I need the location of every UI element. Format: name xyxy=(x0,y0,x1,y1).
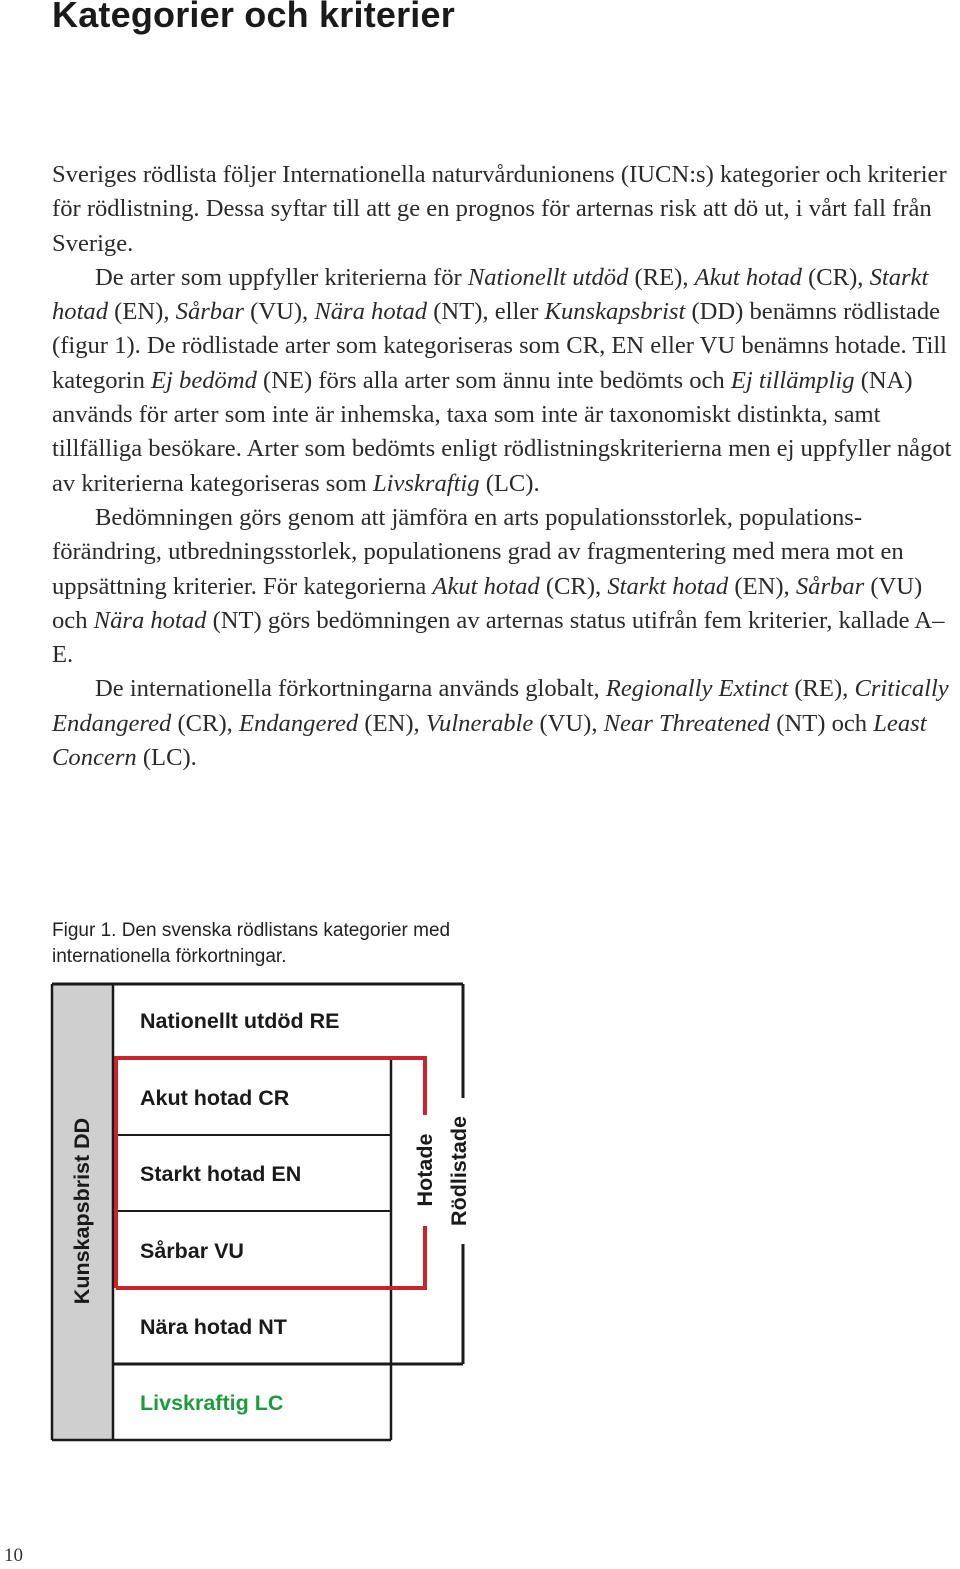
text-segment: (NE) förs alla arter som ännu inte bedömts och xyxy=(256,366,731,394)
body-paragraph xyxy=(52,672,957,775)
body-paragraph xyxy=(52,261,957,501)
text-segment: De arter som uppfyller kriterierna för xyxy=(95,263,468,291)
body-paragraph xyxy=(52,158,957,261)
italic-term: Nära hotad xyxy=(314,298,428,326)
text-segment: (EN), xyxy=(358,709,426,737)
text-segment: (NT) och xyxy=(770,709,874,737)
category-label-lc: Livskraftig LC xyxy=(140,1391,284,1415)
italic-term: Sårbar xyxy=(795,572,865,600)
category-label-cr: Akut hotad CR xyxy=(140,1086,290,1110)
category-label-re: Nationellt utdöd RE xyxy=(140,1009,340,1033)
text-segment: (CR), xyxy=(539,572,608,600)
italic-term: Nationellt utdöd xyxy=(467,263,629,291)
bracket-label-redlisted: Rödlistade xyxy=(447,1116,471,1226)
body-text xyxy=(52,158,957,775)
text-segment: (CR), xyxy=(801,263,870,291)
text-segment: (CR), xyxy=(171,709,239,737)
italic-term: Near Threatened xyxy=(603,709,771,737)
italic-term: Livskraftig xyxy=(372,469,480,497)
page-number: 10 xyxy=(4,1545,23,1566)
category-label-vu: Sårbar VU xyxy=(140,1239,244,1263)
text-segment: (DD) benämns rödlistade (figur 1). De rödlistade arter som kategoriseras som CR, EN eller VU benämns hotade. Till kategorin xyxy=(52,298,947,394)
italic-term: Ej tillämplig xyxy=(730,366,855,394)
text-segment: (EN), xyxy=(728,572,796,600)
italic-term: Kunskapsbrist xyxy=(544,298,686,326)
text-segment: (NT), eller xyxy=(427,298,545,326)
italic-term: Least Concern xyxy=(52,709,927,772)
italic-term: Starkt hotad xyxy=(52,263,929,326)
text-segment: (VU), xyxy=(533,709,604,737)
category-label-nt: Nära hotad NT xyxy=(140,1315,287,1339)
text-segment: (NA) används för arter som inte är inhemska, taxa som inte är taxonomiskt distinkta, samt tillfälliga besökare. Arter som bedömts enligt rödlistningskriterierna men ej uppfyller något av kriterierna kategoriseras som xyxy=(52,366,952,497)
bracket-label-threatened: Hotade xyxy=(413,1133,437,1207)
text-segment: (VU), xyxy=(243,298,315,326)
italic-term: Vulnerable xyxy=(425,709,534,737)
category-label-en: Starkt hotad EN xyxy=(140,1162,302,1186)
text-segment: Sveriges rödlista följer Internationella naturvårdunionens (IUCN:s) kategorier och kriterier för rödlistning. Dessa syftar till att ge en prognos för arternas risk att dö ut, i vårt fall från Sverige. xyxy=(52,161,947,257)
italic-term: Regionally Extinct xyxy=(605,675,789,703)
italic-term: Endangered xyxy=(238,709,359,737)
text-segment: (VU) och xyxy=(52,572,923,634)
body-paragraph xyxy=(52,501,957,672)
text-segment: (RE), xyxy=(788,675,855,703)
italic-term: Sårbar xyxy=(175,298,244,326)
side-label-dd: Kunskapsbrist DD xyxy=(70,1117,94,1305)
italic-term: Critically Endangered xyxy=(52,675,949,737)
text-segment: (LC). xyxy=(479,469,540,497)
italic-term: Starkt hotad xyxy=(607,572,729,600)
text-segment: (NT) görs bedömningen av arternas status utifrån fem kriterier, kallade A–E. xyxy=(52,606,945,669)
text-segment: De internationella förkortningarna används globalt, xyxy=(95,675,606,703)
text-segment: (EN), xyxy=(108,298,176,326)
italic-term: Akut hotad xyxy=(432,572,540,600)
text-segment: (LC). xyxy=(136,744,197,772)
italic-term: Ej bedömd xyxy=(151,366,257,394)
italic-term: Nära hotad xyxy=(93,606,207,634)
text-segment: Bedömningen görs genom att jämföra en arts populationsstorlek, populationsförändring, utbredningsstorlek, populationens grad av fragmentering med mera mot en uppsättning kriterier. För kategorierna xyxy=(52,503,904,600)
page-heading: Kategorier och kriterier xyxy=(52,0,455,35)
figure-caption: Figur 1. Den svenska rödlistans kategorier med internationella förkortningar. xyxy=(52,920,451,967)
text-segment: (RE), xyxy=(628,263,695,291)
italic-term: Akut hotad xyxy=(694,263,802,291)
